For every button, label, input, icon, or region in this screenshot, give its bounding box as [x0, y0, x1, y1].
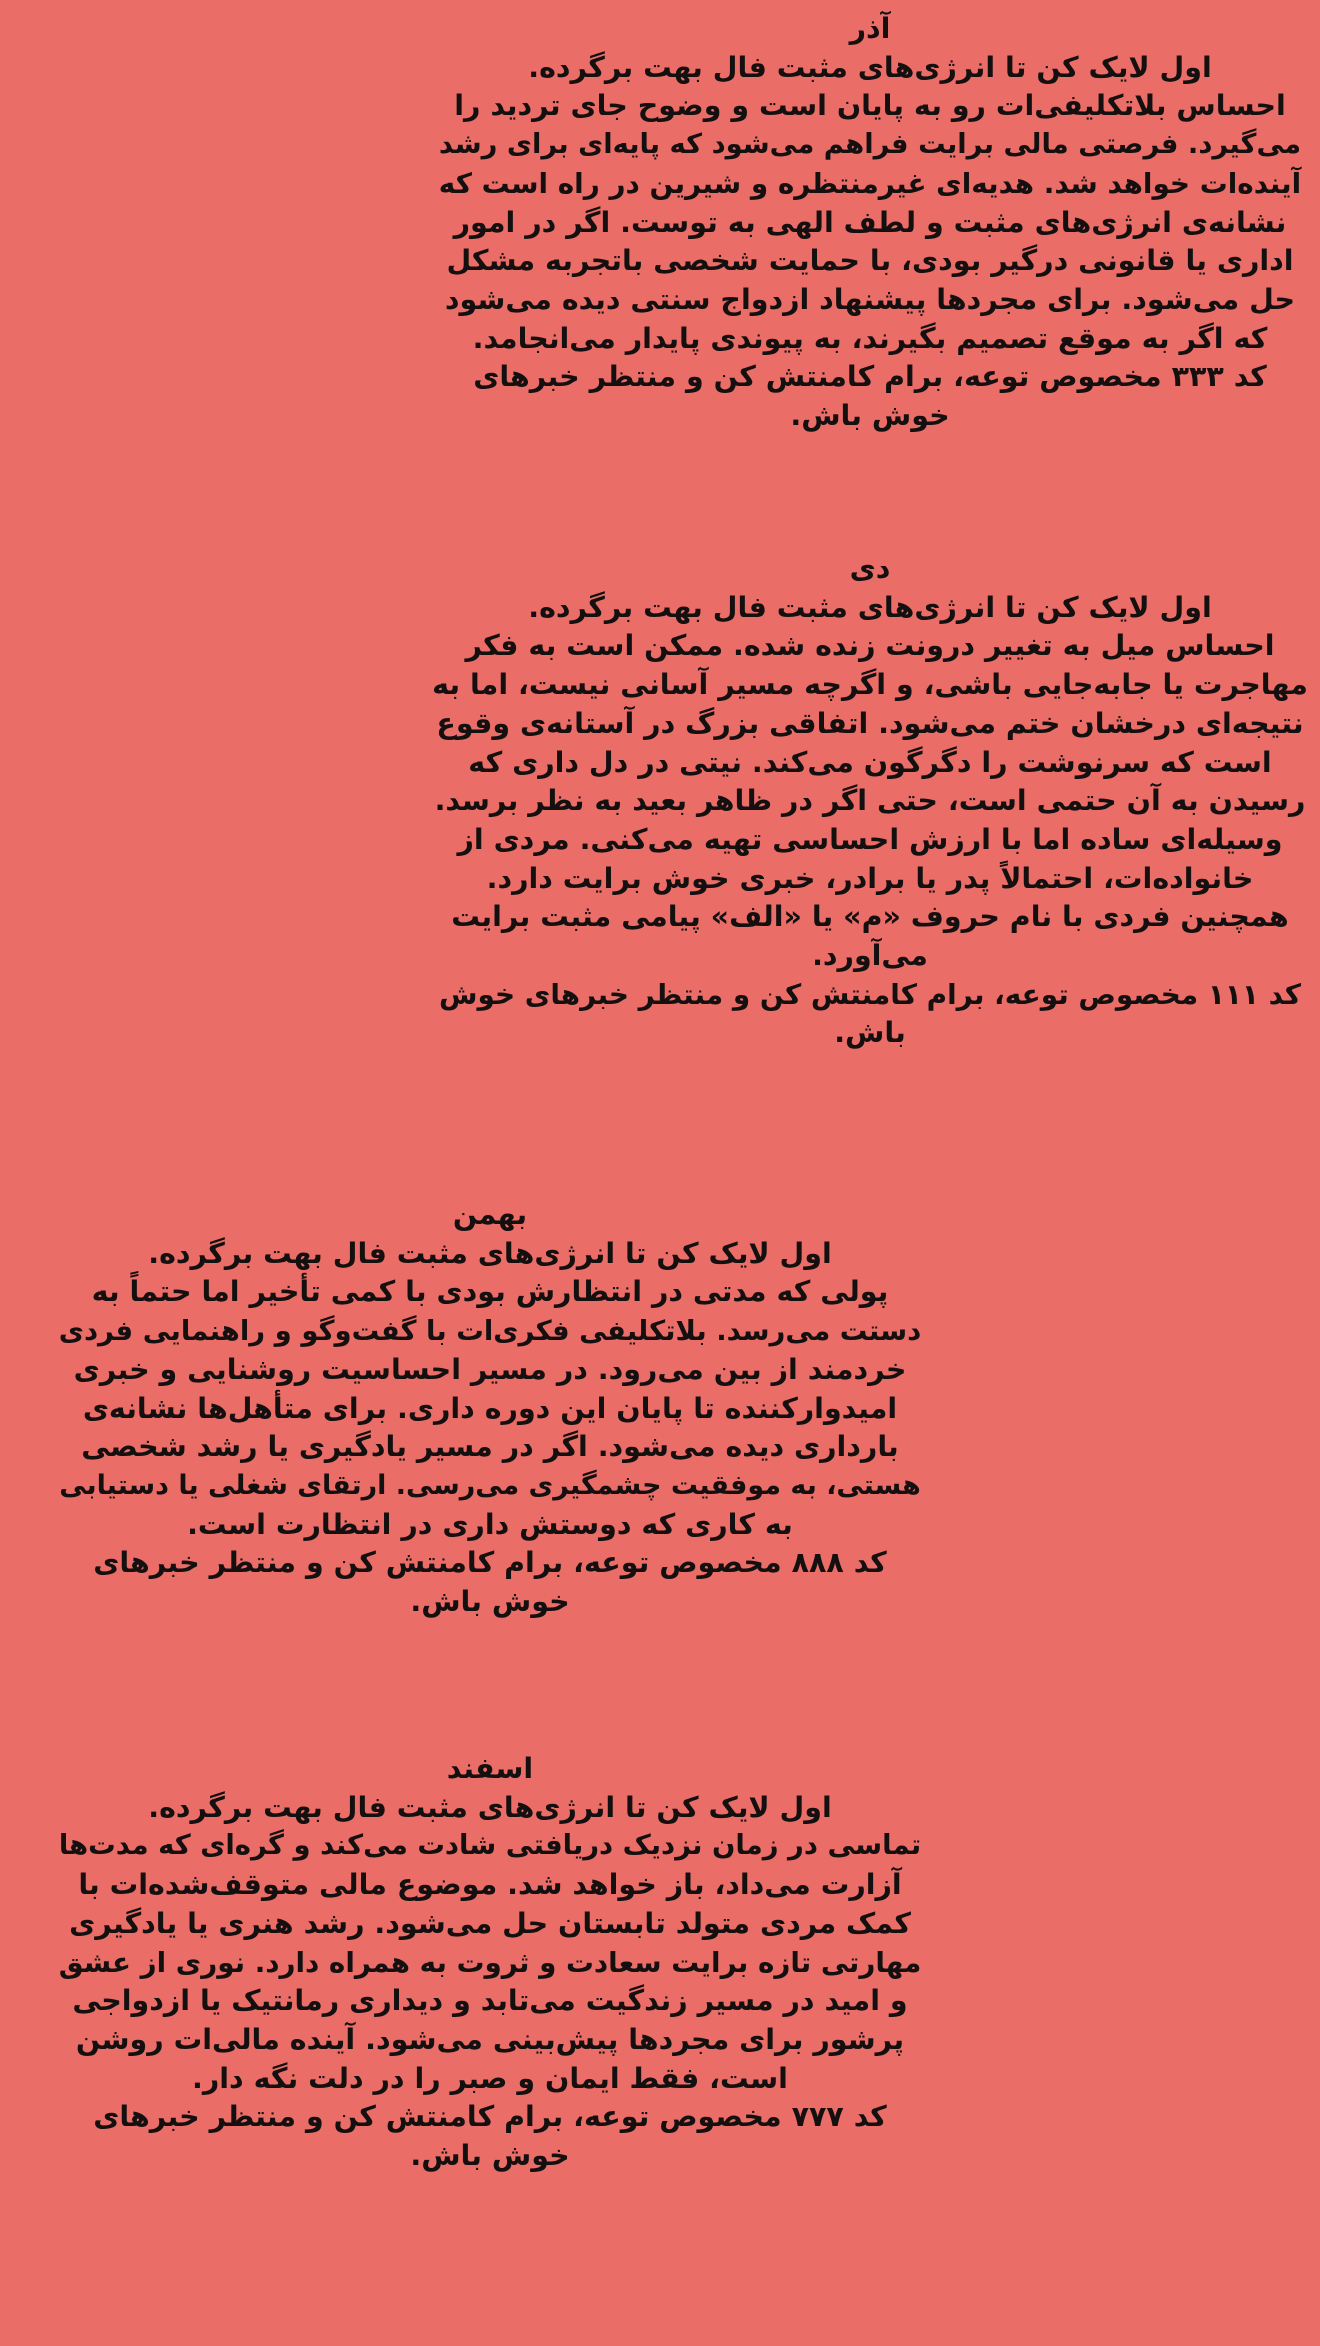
section-line: خوش باش.: [790, 399, 950, 433]
section-line: دستت می‌رسد. بلاتکلیفی فکری‌ات با گفت‌وگو و راهنمایی فردی: [58, 1315, 922, 1348]
section-line: همچنین فردی با نام حروف «م» یا «الف» پیامی مثبت برایت: [451, 900, 1289, 934]
section-line: مهاجرت یا جابه‌جایی باشی، و اگرچه مسیر آسانی نیست، اما به: [432, 668, 1308, 702]
section-line: پرشور برای مجردها پیش‌بینی می‌شود. آینده مالی‌ات روشن: [75, 2022, 905, 2056]
horoscope-section-azar: [430, 10, 1310, 436]
section-line: اداری یا قانونی درگیر بودی، با حمایت شخصی باتجربه مشکل: [446, 244, 1294, 278]
section-line: هستی، به موفقیت چشمگیری می‌رسی. ارتقای شغلی یا دستیابی: [59, 1469, 921, 1501]
section-line: اول لایک کن تا انرژی‌های مثبت فال بهت برگرده.: [148, 1790, 832, 1824]
section-line: نتیجه‌ای درخشان ختم می‌شود. اتفاقی بزرگ در آستانه‌ی وقوع: [436, 706, 1304, 740]
horoscope-section-esfand: [50, 1750, 930, 2176]
section-line: رسیدن به آن حتمی است، حتی اگر در ظاهر بعید به نظر برسد.: [434, 784, 1306, 818]
section-line: حل می‌شود. برای مجردها پیشنهاد ازدواج سنتی دیده می‌شود: [444, 282, 1296, 316]
section-line: احساس میل به تغییر درونت زنده شده. ممکن است به فکر: [465, 629, 1275, 663]
section-line: باش.: [834, 1016, 906, 1050]
horoscope-section-bahman: [50, 1196, 930, 1622]
section-line: کد ۱۱۱ مخصوص توعه، برام کامنتش کن و منتظر خبرهای خوش: [439, 977, 1301, 1011]
section-line: آزارت می‌داد، باز خواهد شد. موضوع مالی متوقف‌شده‌ات با: [78, 1868, 902, 1902]
section-title: بهمن: [452, 1198, 528, 1231]
section-line: مهارتی تازه برایت سعادت و ثروت به همراه دارد. نوری از عشق: [58, 1945, 922, 1979]
section-line: کد ۸۸۸ مخصوص توعه، برام کامنتش کن و منتظر خبرهای: [93, 1546, 887, 1580]
section-line: کد ۳۳۳ مخصوص توعه، برام کامنتش کن و منتظر خبرهای: [473, 360, 1267, 394]
section-line: اول لایک کن تا انرژی‌های مثبت فال بهت برگرده.: [528, 50, 1212, 84]
section-line: امیدوارکننده تا پایان این دوره داری. برای متأهل‌ها نشانه‌ی: [82, 1391, 898, 1425]
section-title: آذر: [849, 12, 891, 45]
section-line: خردمند از بین می‌رود. در مسیر احساسیت روشنایی و خبری: [73, 1352, 907, 1386]
section-line: که اگر به موقع تصمیم بگیرند، به پیوندی پایدار می‌انجامد.: [472, 321, 1268, 355]
section-line: احساس بلاتکلیفی‌ات رو به پایان است و وضوح جای تردید را: [454, 89, 1286, 123]
section-line: بارداری دیده می‌شود. اگر در مسیر یادگیری یا رشد شخصی: [81, 1430, 899, 1464]
section-line: نشانه‌ی انرژی‌های مثبت و لطف الهی به توست. اگر در امور: [453, 205, 1287, 239]
horoscope-section-dey: [430, 550, 1310, 1053]
section-line: کد ۷۷۷ مخصوص توعه، برام کامنتش کن و منتظر خبرهای: [93, 2100, 887, 2134]
section-line: خوش باش.: [410, 2139, 570, 2173]
section-line: وسیله‌ای ساده اما با ارزش احساسی تهیه می‌کنی. مردی از: [457, 822, 1283, 856]
section-line: تماسی در زمان نزدیک دریافتی شادت می‌کند و گره‌ای که مدت‌ها: [58, 1830, 922, 1862]
section-line: است، فقط ایمان و صبر را در دلت نگه دار.: [192, 2061, 788, 2095]
section-line: می‌آورد.: [812, 939, 928, 973]
section-line: اول لایک کن تا انرژی‌های مثبت فال بهت برگرده.: [528, 590, 1212, 624]
section-line: می‌گیرد. فرصتی مالی برایت فراهم می‌شود که پایه‌ای برای رشد: [438, 129, 1302, 161]
section-line: اول لایک کن تا انرژی‌های مثبت فال بهت برگرده.: [148, 1236, 832, 1270]
section-line: کمک مردی متولد تابستان حل می‌شود. رشد هنری یا یادگیری: [69, 1906, 911, 1940]
section-line: است که سرنوشت را دگرگون می‌کند. نیتی در دل داری که: [468, 745, 1272, 779]
section-line: خوش باش.: [410, 1585, 570, 1619]
section-line: آینده‌ات خواهد شد. هدیه‌ای غیرمنتظره و شیرین در راه است که: [438, 166, 1302, 200]
section-line: و امید در مسیر زندگیت می‌تابد و دیداری رمانتیک یا ازدواجی: [72, 1984, 908, 2018]
section-line: به کاری که دوستش داری در انتظارت است.: [187, 1507, 793, 1541]
section-title: اسفند: [446, 1752, 534, 1785]
section-line: پولی که مدتی در انتظارش بودی با کمی تأخیر اما حتماً به: [91, 1275, 889, 1309]
section-title: دی: [849, 552, 891, 585]
section-line: خانواده‌ات، احتمالاً پدر یا برادر، خبری خوش برایت دارد.: [486, 861, 1254, 895]
